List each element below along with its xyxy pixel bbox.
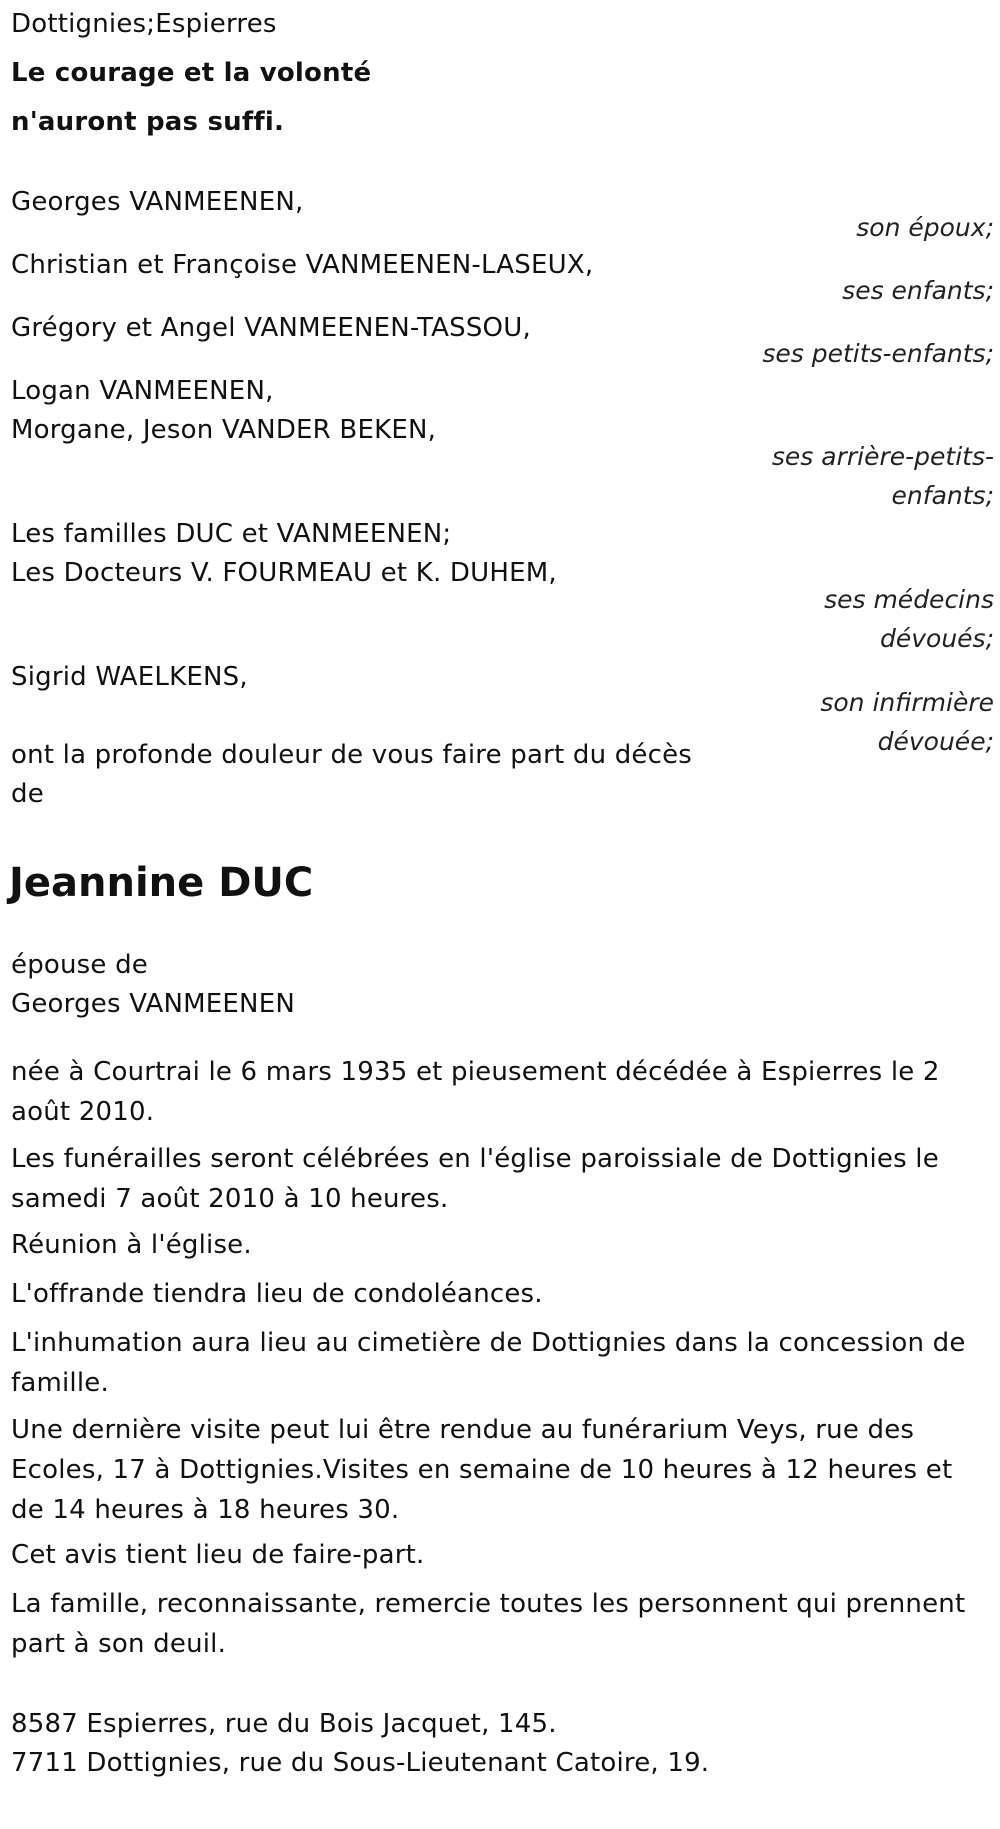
role-grandchildren: ses petits-enfants; xyxy=(762,339,994,368)
offering-paragraph: L'offrande tiendra lieu de condoléances. xyxy=(11,1279,543,1309)
relation-line-2: Georges VANMEENEN xyxy=(11,989,295,1019)
thanks-paragraph: La famille, reconnaissante, remercie toutes les personnent qui prennent part à son deuil. xyxy=(11,1589,966,1659)
family-name-children: Christian et Françoise VANMEENEN-LASEUX, xyxy=(11,250,594,280)
burial-paragraph: L'inhumation aura lieu au cimetière de Dottignies dans la concession de famille. xyxy=(11,1328,966,1398)
visit-paragraph: Une dernière visite peut lui être rendue au funérarium Veys, rue des Ecoles, 17 à Dottignies.Visites en semaine de 10 heures à 12 heures et de 14 heures à 18 heures 30. xyxy=(11,1415,953,1525)
motto-line-2: n'auront pas suffi. xyxy=(11,107,285,137)
role-doctors-1: ses médecins xyxy=(824,585,994,614)
family-name-grandchildren: Grégory et Angel VANMEENEN-TASSOU, xyxy=(11,313,531,343)
address-line-2: 7711 Dottignies, rue du Sous-Lieutenant Catoire, 19. xyxy=(11,1748,710,1778)
family-name-doctors: Les Docteurs V. FOURMEAU et K. DUHEM, xyxy=(11,558,557,588)
family-name-nurse: Sigrid WAELKENS, xyxy=(11,662,248,692)
funeral-paragraph: Les funérailles seront célébrées en l'église paroissiale de Dottignies le samedi 7 août 2010 à 10 heures. xyxy=(11,1144,939,1214)
birth-death-paragraph: née à Courtrai le 6 mars 1935 et pieusement décédée à Espierres le 2 août 2010. xyxy=(11,1057,940,1127)
family-name-great-grandchildren-1: Logan VANMEENEN, xyxy=(11,376,274,406)
family-name-spouse: Georges VANMEENEN, xyxy=(11,187,304,217)
deceased-name: Jeannine DUC xyxy=(9,860,314,906)
role-doctors-2: dévoués; xyxy=(879,624,994,653)
meeting-paragraph: Réunion à l'église. xyxy=(11,1230,252,1260)
place-header: Dottignies;Espierres xyxy=(11,9,277,39)
relation-line-1: épouse de xyxy=(11,950,148,980)
family-name-great-grandchildren-2: Morgane, Jeson VANDER BEKEN, xyxy=(11,415,437,445)
announcement-line-2: de xyxy=(11,779,44,809)
role-children: ses enfants; xyxy=(842,276,994,305)
family-name-families: Les familles DUC et VANMEENEN; xyxy=(11,519,452,549)
role-nurse-1: son infirmière xyxy=(820,688,994,717)
announcement-line-1: ont la profonde douleur de vous faire part du décès xyxy=(11,740,693,770)
role-nurse-2: dévouée; xyxy=(877,727,994,756)
motto-line-1: Le courage et la volonté xyxy=(11,58,372,88)
address-line-1: 8587 Espierres, rue du Bois Jacquet, 145. xyxy=(11,1709,557,1739)
role-great-grandchildren-1: ses arrière-petits- xyxy=(771,442,994,471)
role-spouse: son époux; xyxy=(856,213,994,242)
role-great-grandchildren-2: enfants; xyxy=(891,481,994,510)
notice-paragraph: Cet avis tient lieu de faire-part. xyxy=(11,1540,425,1570)
